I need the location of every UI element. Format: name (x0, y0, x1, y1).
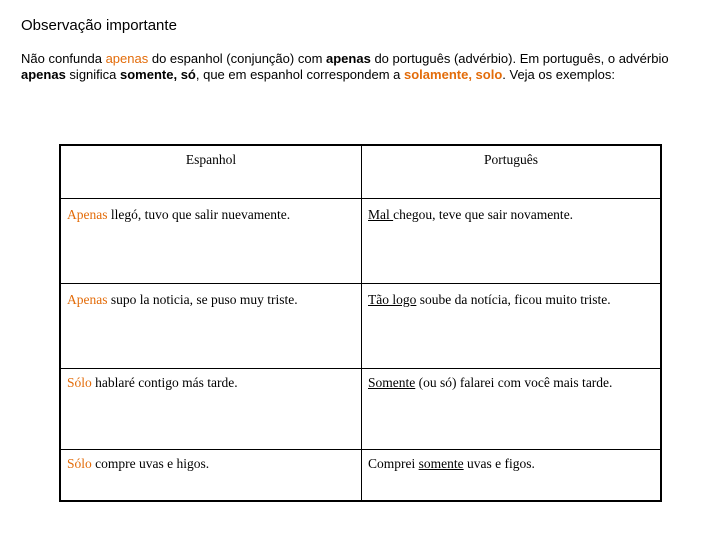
page-title: Observação importante (21, 17, 177, 34)
keyword-apenas: apenas (105, 51, 149, 66)
spanish-cell (60, 199, 362, 284)
portuguese-cell (362, 450, 662, 502)
spanish-text: llegó, tuvo que salir nuevamente. (107, 207, 291, 222)
comparison-table (59, 144, 662, 502)
spanish-keyword: Sólo (67, 456, 92, 471)
portuguese-text: chegou, teve que sair novamente. (393, 207, 574, 222)
header-espanhol: Espanhol (60, 145, 362, 199)
table-row (60, 450, 661, 502)
table-row (60, 284, 661, 369)
table-header-row (60, 145, 661, 199)
portuguese-keyword: Tão logo (368, 292, 417, 307)
keyword-apenas: apenas (21, 67, 66, 82)
keyword-solamente-solo: solamente, solo (404, 67, 503, 82)
intro-text: significa (65, 67, 121, 82)
spanish-cell (60, 284, 362, 369)
intro-text: , que em espanhol correspondem a (195, 67, 405, 82)
portuguese-text: soube da notícia, ficou muito triste. (416, 292, 611, 307)
header-portugues: Português (362, 145, 662, 199)
portuguese-keyword: Mal (368, 207, 394, 222)
keyword-somente-so: somente, só (120, 67, 196, 82)
portuguese-text: uvas e figos. (463, 456, 535, 471)
portuguese-text: Comprei (368, 456, 419, 471)
keyword-apenas: apenas (326, 51, 371, 66)
intro-text: Não confunda (21, 51, 106, 66)
intro-text: do espanhol (conjunção) com (148, 51, 327, 66)
portuguese-keyword: somente (418, 456, 464, 471)
spanish-cell (60, 369, 362, 450)
portuguese-keyword: Somente (368, 375, 416, 390)
portuguese-cell (362, 369, 662, 450)
table-row (60, 199, 661, 284)
intro-text: do português (advérbio). Em português, o advérbio (370, 51, 669, 66)
spanish-text: compre uvas e higos. (91, 456, 210, 471)
portuguese-text: (ou só) falarei com você mais tarde. (415, 375, 613, 390)
portuguese-cell (362, 284, 662, 369)
intro-paragraph (21, 51, 691, 83)
spanish-text: hablaré contigo más tarde. (91, 375, 238, 390)
spanish-cell (60, 450, 362, 502)
intro-text: . Veja os exemplos: (502, 67, 615, 82)
spanish-keyword: Apenas (67, 292, 108, 307)
table-row (60, 369, 661, 450)
spanish-keyword: Apenas (67, 207, 108, 222)
spanish-text: supo la noticia, se puso muy triste. (107, 292, 298, 307)
portuguese-cell (362, 199, 662, 284)
spanish-keyword: Sólo (67, 375, 92, 390)
